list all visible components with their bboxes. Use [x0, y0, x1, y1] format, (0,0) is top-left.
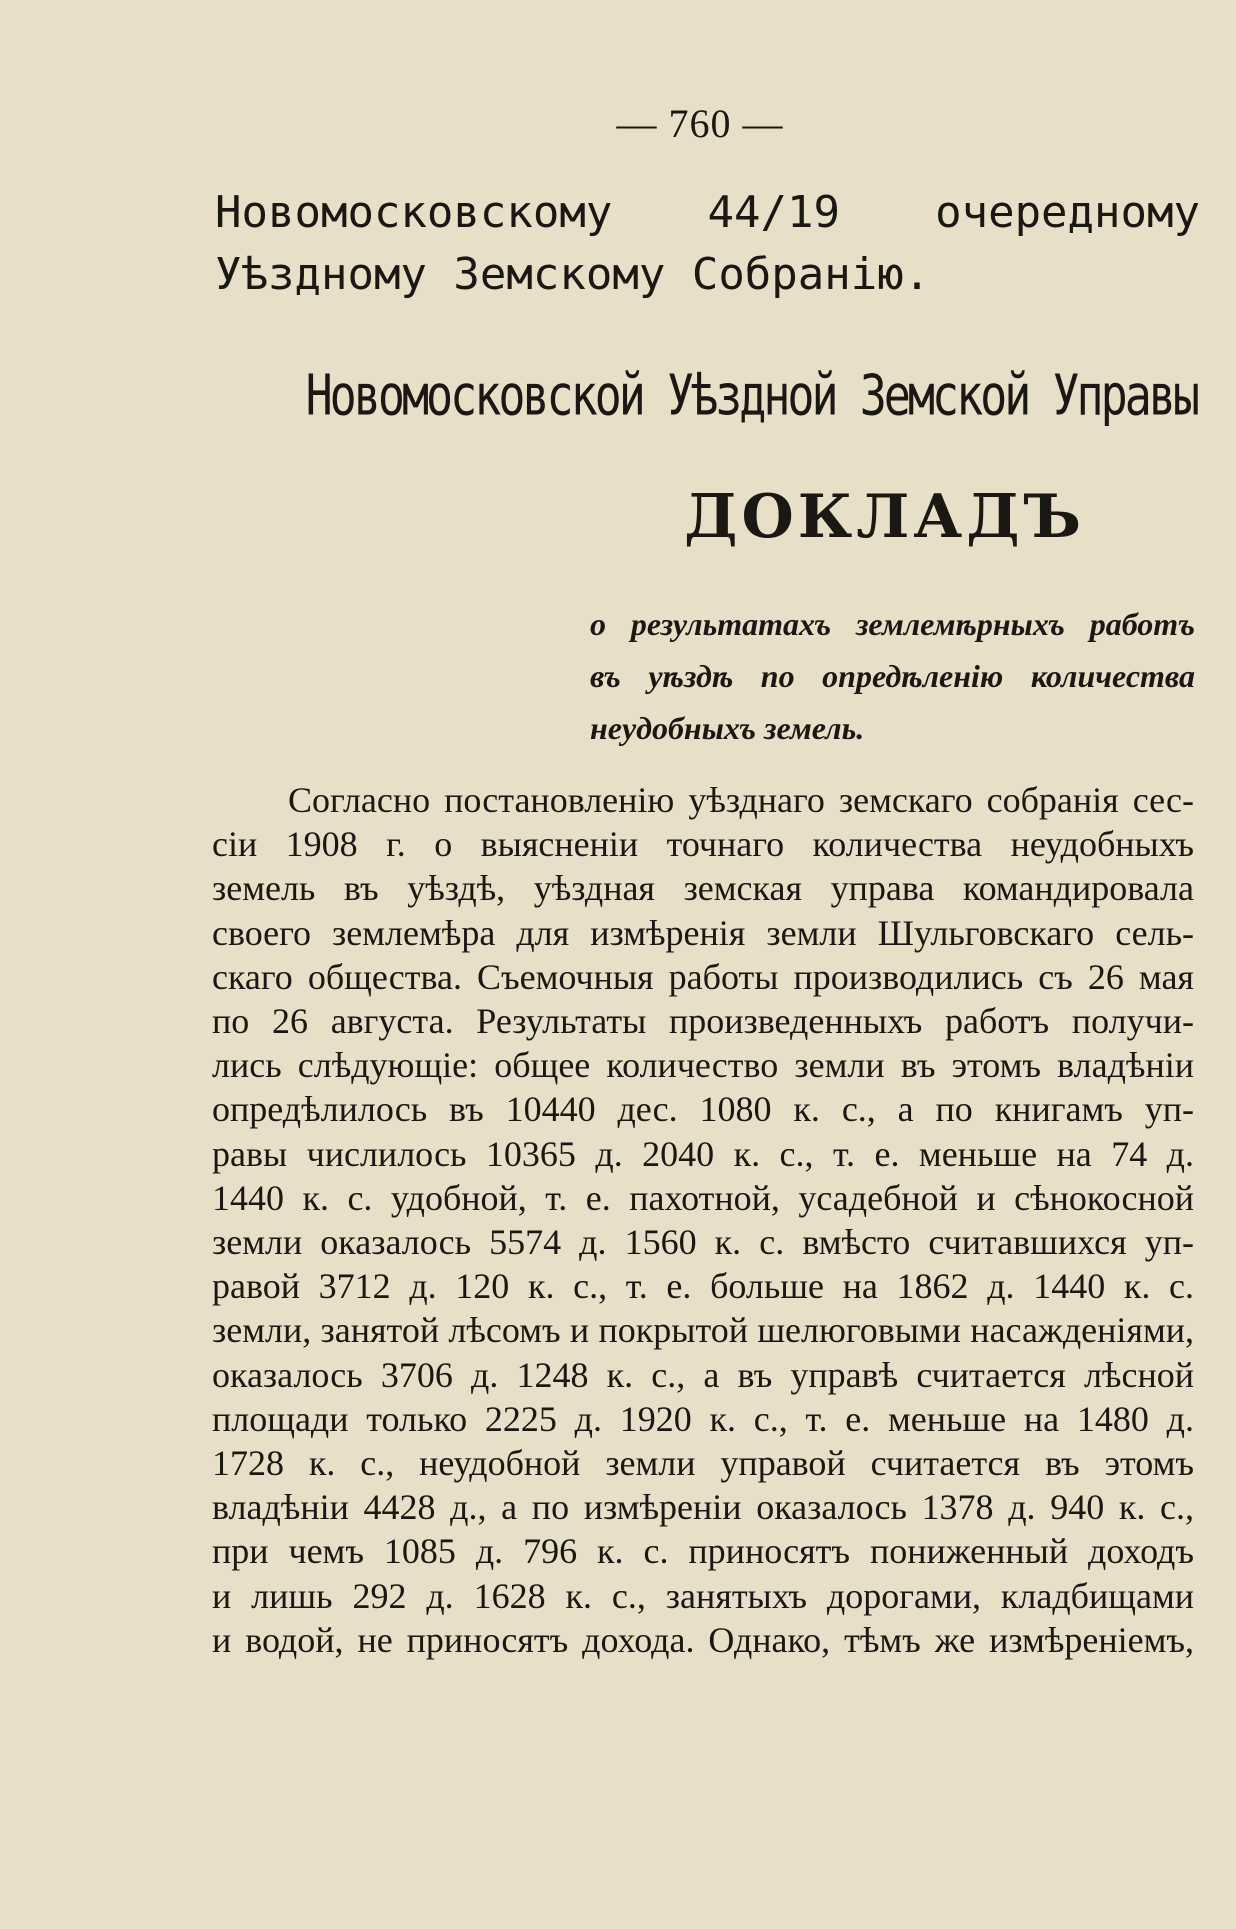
body-line: Согласно постановленію уѣзднаго земскаго собранія сес-: [288, 780, 1194, 820]
body-paragraph: [212, 778, 1194, 1662]
body-line: земель въ уѣздѣ, уѣздная земская управа командировала: [212, 868, 1194, 909]
subtitle-line: въ уѣздѣ по опредѣленію количества: [590, 658, 1195, 694]
body-line: сіи 1908 г. о выясненіи точнаго количества неудобныхъ: [212, 824, 1194, 865]
body-line: 1440 к. с. удобной, т. е. пахотной, усадебной и сѣнокосной: [212, 1177, 1194, 1218]
body-line: своего землемѣра для измѣренія земли Шульговскаго сель-: [212, 912, 1194, 953]
document-heading: ДОКЛАДЪ: [684, 482, 1085, 552]
body-line: опредѣлилось въ 10440 дес. 1080 к. с., а по книгамъ уп-: [212, 1089, 1194, 1130]
addressee-line: Новомосковскому 44/19 очередному Уѣздному Земскому Собранію.: [215, 187, 1200, 300]
page-number: — 760 —: [616, 101, 784, 146]
body-line: владѣніи 4428 д., а по измѣреніи оказалось 1378 д. 940 к. с.,: [212, 1487, 1194, 1528]
body-line: и лишь 292 д. 1628 к. с., занятыхъ дорогами, кладбищами: [212, 1575, 1194, 1616]
body-line: при чемъ 1085 д. 796 к. с. приносятъ пониженный доходъ: [212, 1531, 1194, 1572]
body-line: по 26 августа. Результаты произведенныхъ работъ получи-: [212, 1001, 1194, 1042]
body-line: равой 3712 д. 120 к. с., т. е. больше на 1862 д. 1440 к. с.: [212, 1266, 1194, 1307]
issuing-body: Новомосковской Уѣздной Земской Управы: [305, 362, 1197, 429]
report-subtitle: [590, 598, 1195, 754]
body-line: 1728 к. с., неудобной земли управой считается въ этомъ: [212, 1443, 1194, 1484]
body-line: земли, занятой лѣсомъ и покрытой шелюговыми насажденіями,: [212, 1310, 1194, 1351]
body-line: оказалось 3706 д. 1248 к. с., а въ управѣ считается лѣсной: [212, 1354, 1194, 1395]
body-line: лись слѣдующіе: общее количество земли въ этомъ владѣніи: [212, 1045, 1194, 1086]
body-line: земли оказалось 5574 д. 1560 к. с. вмѣсто считавшихся уп-: [212, 1222, 1194, 1263]
body-line: скаго общества. Съемочныя работы производились съ 26 мая: [212, 956, 1194, 997]
subtitle-line: о результатахъ землемѣрныхъ работъ: [590, 606, 1195, 642]
body-line: и водой, не приносятъ дохода. Однако, тѣмъ же измѣреніемъ,: [212, 1619, 1194, 1660]
body-line: площади только 2225 д. 1920 к. с., т. е. меньше на 1480 д.: [212, 1398, 1194, 1439]
body-line: равы числилось 10365 д. 2040 к. с., т. е. меньше на 74 д.: [212, 1133, 1194, 1174]
subtitle-line: неудобныхъ земель.: [590, 710, 865, 746]
